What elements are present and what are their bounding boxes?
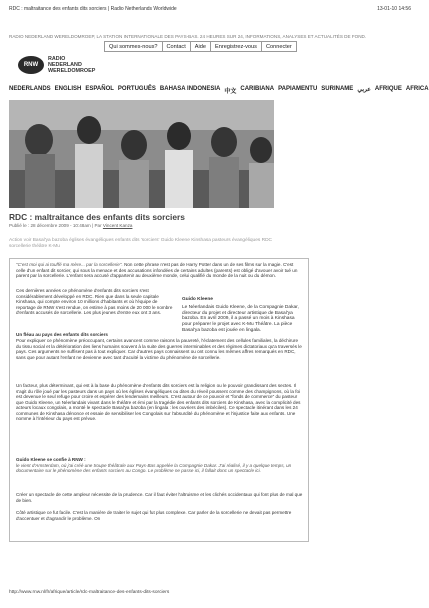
lang-portugues[interactable]: PORTUGUÊS	[117, 86, 156, 92]
paragraph-4: Un facteur, plus déterminant, qui est à la base du phénomène d'enfants dits sorciers est la religion ou le pouvoir grandissant des sectes. Il s'agit du rôle joué par les pasteurs dans un pays où les églises évangéliques ou dites du réveil poussent comme des champignons, où la foi est devenue le seul refuge pour croire et espérer des lendemains meilleurs. C'est autour de ce pouvoir et "fonds de commerce" du pasteur que Guido Kleene, un Néerlandais vivant dans le théâtre et émi par la tragédie des enfants dits sorciers de Kinshasa, avec la complicité des acteurs locaux congolais, a monté le spectacle Basal'ya bazoba (en lingala : les ouvriers des imbéciles). Ce spectacle itinérant dans les 24 communes de Kinshasa dénonce et essaie de sensibiliser les Congolais sur l'absurdité du phénomène et l'injustice faite aux enfants. Une nomme à l'intérieur du pays est prévue.	[16, 383, 301, 421]
lang-papiamentu[interactable]: PAPIAMENTU	[278, 86, 318, 92]
topnav-contact-link[interactable]: Contact	[163, 42, 191, 51]
interview-text: le vient d'Amsterdam, où j'ai créé une troupe théâtrale aux Pays-Bas appelée la Compagnie Dakar. J'ai réalisé, il y a quelque temps, un documentaire sur le phénomène des enfants sorciers au Congo. Le problème ne passe ici, il fallait donc un spectacle ici.	[16, 462, 292, 473]
lang-espanol[interactable]: ESPAÑOL	[85, 86, 114, 92]
rnw-logo-text	[48, 56, 95, 74]
lang-africa[interactable]: AFRICA	[405, 86, 429, 92]
article-title: RDC : maltraitance des enfants dits sorciers	[9, 212, 185, 222]
author-link[interactable]: Vincent Kanza	[102, 223, 133, 228]
print-header	[9, 6, 411, 12]
logo-line-2: NEDERLAND	[48, 62, 82, 68]
article-tags[interactable]: Action voir Basal'ya bazoba églises évangéliques enfants dits 'sorciers' Guido Kleene Kinshasa pasteurs évangéliques RDC sorcellerie théâtre K-Mu	[9, 238, 272, 249]
article-photo	[9, 100, 274, 208]
sidebox-name: Guido Kleene	[182, 297, 213, 302]
lang-english[interactable]: ENGLISH	[54, 86, 82, 92]
paragraph-3: Pour expliquer ce phénomène préoccupant, certains avancent comme raisons la pauvreté, l'éclatement des cellules familiales, la déchirure du tissu social et la détérioration des liens humains souvent à la suite des guerres interminables et des régimes dictatoriaux qu'a traversés le pays. Ces arguments ne suffisent pas à tout expliquer. Car d'autres pays connaissent ou ont connu les mêmes affres remarqués en RDC, sans que pour autant l'enfant ne devienne avec tant d'acuité la victime du phénomène de sorcellerie.	[16, 338, 302, 360]
paragraph-7: Côté artistique ce fut facile. C'est la manière de traiter le sujet qui fut plus complexe. Car parler de la sorcellerie ne devait pas permettre d'accentuer et d'agrandir le problème. On	[16, 510, 292, 521]
subheading: Un fléau au pays des enfants dits sorciers	[16, 332, 108, 337]
logo-line-3: WERELDOMROEP	[48, 68, 96, 74]
children-photo-image	[9, 100, 274, 208]
lang-arabic[interactable]: عربي	[357, 87, 371, 93]
article-body	[9, 258, 309, 542]
paragraph-5	[16, 457, 304, 474]
rnw-logo-icon: RNW	[18, 56, 44, 74]
lang-bahasa[interactable]: BAHASA INDONESIA	[159, 86, 221, 92]
lang-afrique[interactable]: AFRIQUE	[374, 86, 402, 92]
sidebox-text: Le Néerlandais Guido Kleene, de la Compagnie Dakar, directeur du projet et directeur artistique de Basal'ya bazoba. En avril 2009, il a passé un mois à Kinshasa pour préparer le projet avec K-Mu Théâtre. La pièce Basal'ya bazoba est jouée en lingala.	[182, 304, 299, 333]
footer-url: http://www.rnw.nl/fr/afrique/article/rdc-maltraitance-des-enfants-dits-sorciers	[9, 590, 170, 595]
top-nav	[104, 41, 297, 52]
sidebox	[182, 297, 300, 334]
topnav-help-link[interactable]: Aide	[191, 42, 211, 51]
paragraph-2: Ces dernières années ce phénomène d'enfants dits sorciers s'est considérablement développé en RDC. Rien que dans la seule capitale Kinshasa, qui compte environ 10 millions d'habitants et où l'équipe de reportage de RNW s'est rendue, on estime à pas moins de 20 000 le nombre d'enfants accusés de sorcellerie. Les plus jeunes d'entre eux ont 3 ans.	[16, 288, 173, 315]
topnav-login-link[interactable]: Connecter	[265, 44, 292, 50]
quote-text: "C'est moi qui ai touffé ma mère... par la sorcellerie".	[16, 262, 123, 267]
paragraph-6: Créer un spectacle de cette ampleur nécessite de la prudence. Car il faut éviter l'altruisme et les clichés occidentaux qui font plus de mal que de bien.	[16, 492, 303, 503]
paragraph-intro-text: Non cette phrase n'est pas de Harry Potter dans un de ses films sur la magie. C'est celle d'un enfant dit sorcier, qui sous la menace et des accusations infondées de certains adultes (parents) est obligé d'avouer avoir tué un parent par la sorcellerie. L'enfant sera accusé d'appartenir au deuxième monde, celui qualifié du monde de la nuit ou du démon.	[16, 262, 298, 278]
paragraph-intro	[16, 262, 304, 279]
rnw-logo[interactable]	[18, 56, 95, 74]
site-tagline: RADIO NEDERLAND WERELDOMROEP, LA STATION INTERNATIONALE DES PAYS-BAS. 24 HEURES SUR 24, INFORMATIONS, ANALYSES ET ACTUALITÉS DE FOND.	[9, 34, 367, 39]
lang-nederlands[interactable]: NEDERLANDS	[9, 86, 51, 92]
lang-chinese[interactable]: 中文	[224, 89, 237, 95]
article-meta	[9, 223, 274, 228]
interview-label: Guido Kleene se confie à RNW :	[16, 457, 86, 462]
logo-line-1: RADIO	[48, 56, 66, 62]
topnav-about-link[interactable]: Qui sommes-nous?	[105, 42, 163, 51]
print-header-title: RDC : maltraitance des enfants dits sorciers | Radio Netherlands Worldwide	[9, 6, 177, 12]
article-date: Publié le : 28 décembre 2009 - 10:48am | Par	[9, 223, 102, 228]
print-header-timestamp: 13-01-10 14:56	[377, 6, 411, 12]
language-nav	[9, 86, 429, 95]
topnav-register-link[interactable]: Enregistrez-vous	[211, 42, 262, 51]
lang-suriname[interactable]: SURINAME	[321, 86, 354, 92]
lang-caribiana[interactable]: CARIBIANA	[240, 86, 275, 92]
